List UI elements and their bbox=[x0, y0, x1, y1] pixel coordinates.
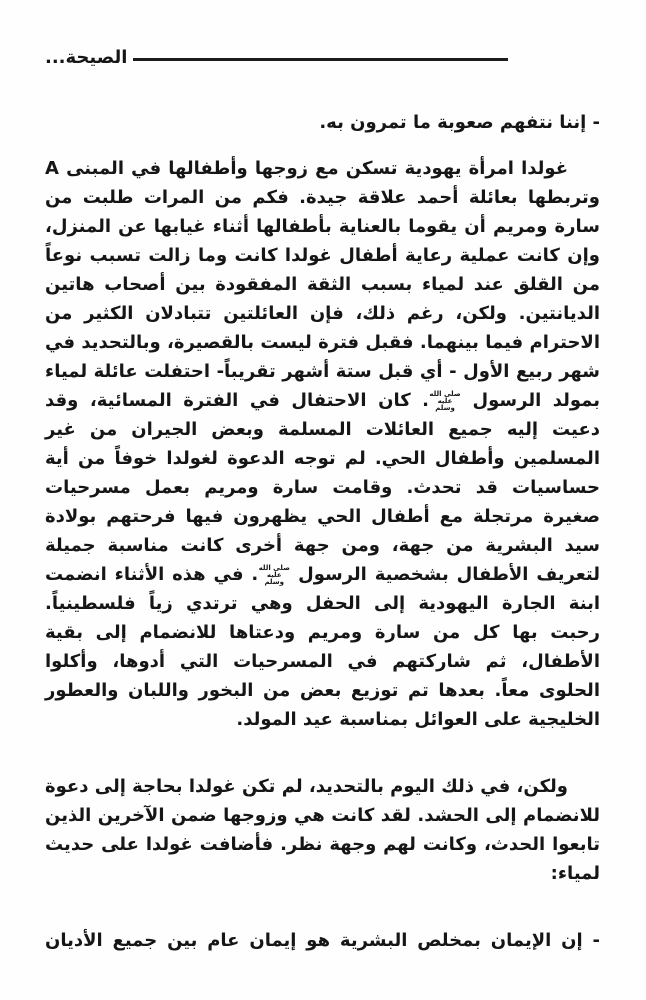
dialogue-line-2: - إن الإيمان بمخلص البشرية هو إيمان عام بين جميع الأديان bbox=[45, 930, 600, 951]
pbuh-ligature: صلى الله عليه وسلم bbox=[429, 389, 461, 412]
header-rule bbox=[133, 58, 508, 61]
paragraph-1-segment-2: . كان الاحتفال في الفترة المسائية، وقد دعيت إليه جميع العائلات المسلمة وبعض الجيران من غير المسلمين وأطفال الحي. لم توجه الدعوة لغولدا خوفاً من أية حساسيات قد تحدث. وقامت سارة ومريم بعمل مسرحيات صغيرة مرتجلة مع أطفال الحي يظهرون فيها فرحتهم بولادة سيد البشرية من جهة، ومن جهة أخرى كانت مناسبة جميلة لتعريف الأطفال بشخصية الرسول bbox=[45, 390, 600, 585]
chapter-title: الصيحة... bbox=[45, 47, 128, 68]
dialogue-line-1: - إننا نتفهم صعوبة ما تمرون به. bbox=[319, 112, 600, 133]
header-spacer bbox=[514, 58, 600, 59]
paragraph-1 bbox=[45, 154, 600, 734]
pbuh-ligature: صلى الله عليه وسلم bbox=[258, 563, 290, 586]
paragraph-1-segment-1: غولدا امرأة يهودية تسكن مع زوجها وأطفالها في المبنى A وتربطها بعائلة أحمد علاقة جيدة. فكم من المرات طلبت من سارة ومريم أن يقوما بالعناية بأطفالها أثناء غيابها عن المنزل، وإن كانت عملية رعاية أطفال غولدا كانت وما زالت تسبب نوعاً من القلق عند لمياء بسبب الثقة المفقودة بين أصحاب هاتين الديانتين. ولكن، رغم ذلك، فإن العائلتين تتبادلان الكثير من الاحترام فيما بينهما. فقبل فترة ليست بالقصيرة، وبالتحديد في شهر ربيع الأول - أي قبل ستة أشهر تقريباً- احتفلت عائلة لمياء بمولد الرسول bbox=[45, 158, 601, 411]
page-header bbox=[0, 0, 646, 70]
page-body bbox=[0, 70, 646, 955]
paragraph-1-segment-3: . في هذه الأثناء انضمت ابنة الجارة اليهودية إلى الحفل وهي ترتدي زياً فلسطينياً. رحبت بها كل من سارة ومريم ودعتاها للانضمام إلى بقية الأطفال، ثم شاركتهم في المسرحيات التي أدوها، وأكلوا الحلوى معاً. بعدها تم توزيع بعض من البخور واللبان والعطور الخليجية على العوائل بمناسبة عيد المولد. bbox=[45, 564, 600, 730]
paragraph-2: ولكن، في ذلك اليوم بالتحديد، لم تكن غولدا بحاجة إلى دعوة للانضمام إلى الحشد. لقد كانت هي وزوجها ضمن الآخرين الذين تابعوا الحدث، وكانت لهم وجهة نظر. فأضافت غولدا على حديث لمياء: bbox=[45, 776, 600, 884]
